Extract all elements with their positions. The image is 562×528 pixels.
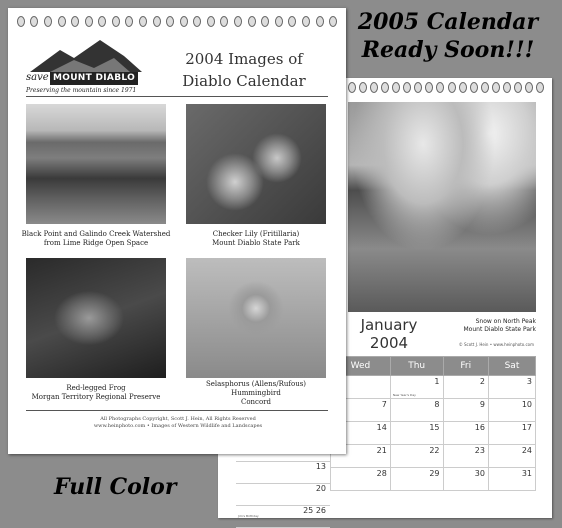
day-cell: 3: [488, 376, 535, 399]
photo-caption-1: [18, 230, 174, 248]
left-date: 13: [236, 462, 330, 484]
week-row: [331, 468, 536, 491]
caption-line: Red-legged Frog: [66, 384, 126, 392]
day-cell: 2: [443, 376, 488, 399]
caption-line: Checker Lily (Fritillaria): [212, 230, 300, 238]
day-cell: 8: [390, 399, 443, 422]
day-cell: 9: [443, 399, 488, 422]
holiday-note: New Year's Day: [392, 393, 416, 397]
weekday-header: Sat: [488, 357, 535, 376]
day-number: 1: [434, 377, 440, 386]
front-spiral-binding: [8, 14, 346, 28]
day-cell: 21: [331, 445, 391, 468]
week-row: [331, 376, 536, 399]
left-date: 20: [236, 484, 330, 506]
caption-line: Hummingbird: [231, 389, 281, 397]
headline-line1: 2005 Calendar: [357, 9, 539, 35]
month-heading: [356, 316, 422, 352]
left-date: 25 26: [236, 506, 330, 528]
photo-caption-2: [178, 230, 334, 248]
caption-line: Concord: [240, 398, 272, 406]
day-cell: 14: [331, 422, 391, 445]
caption-line: Mount Diablo State Park: [212, 239, 300, 247]
day-cell: 10: [488, 399, 535, 422]
save-mount-diablo-logo: [26, 38, 144, 96]
week-row: [331, 445, 536, 468]
weekday-header: Fri: [443, 357, 488, 376]
logo-name-text: MOUNT DIABLO: [50, 72, 138, 85]
day-cell: 23: [443, 445, 488, 468]
copyright-line: All Photographs Copyright, Scott J. Hein, All Rights Reserved: [100, 416, 256, 422]
day-cell: 24: [488, 445, 535, 468]
birthday-note: Jim's Birthday: [238, 514, 259, 518]
red-legged-frog-photo: [26, 258, 166, 378]
mountain-logo-icon: [30, 38, 142, 72]
hummingbird-photo: [186, 258, 326, 378]
day-cell: 17: [488, 422, 535, 445]
weekday-header: Thu: [390, 357, 443, 376]
headline-line2: Ready Soon!!!: [361, 37, 535, 63]
day-cell: 7: [331, 399, 391, 422]
day-cell: 28: [331, 468, 391, 491]
caption-line: Morgan Territory Regional Preserve: [31, 393, 161, 401]
back-caption-line1: Snow on North Peak: [475, 318, 536, 325]
logo-tagline: Preserving the mountain since 1971: [26, 87, 137, 94]
weekday-header-row: [331, 357, 536, 376]
photo-caption-3: [18, 384, 174, 402]
black-point-photo: [26, 104, 166, 224]
caption-line: from Lime Ridge Open Space: [43, 239, 149, 247]
day-cell: 30: [443, 468, 488, 491]
logo-save-text: save: [26, 72, 49, 83]
day-cell: 31: [488, 468, 535, 491]
cover-title-line1: 2004 Images of: [185, 50, 303, 68]
back-photo-caption: [444, 318, 536, 334]
checker-lily-photo: [186, 104, 326, 224]
top-divider: [26, 96, 328, 97]
copyright-notice: [48, 416, 308, 430]
caption-line: Black Point and Galindo Creek Watershed: [21, 230, 171, 238]
cover-title: [154, 48, 334, 92]
week-row: [331, 399, 536, 422]
full-color-label: Full Color: [54, 474, 177, 500]
announcement-headline: [348, 8, 548, 64]
day-cell: 22: [390, 445, 443, 468]
day-cell: 16: [443, 422, 488, 445]
weekday-header: Wed: [331, 357, 391, 376]
day-cell: 15: [390, 422, 443, 445]
month-name: January: [360, 316, 418, 334]
caption-line: Selasphorus (Allens/Rufous): [205, 380, 307, 388]
cover-title-line2: Diablo Calendar: [182, 72, 306, 90]
photo-caption-4: [178, 380, 334, 407]
bottom-divider: [26, 410, 328, 411]
front-calendar-cover: [8, 8, 346, 454]
month-year: 2004: [369, 334, 409, 352]
week-row: [331, 422, 536, 445]
back-caption-line2: Mount Diablo State Park: [463, 326, 536, 333]
day-cell: [390, 376, 443, 399]
calendar-grid: [330, 356, 536, 491]
back-photo-credit: © Scott J. Hein • www.heinphoto.com: [458, 342, 534, 347]
day-cell: 29: [390, 468, 443, 491]
copyright-line: www.heinphoto.com • Images of Western Wildlife and Landscapes: [93, 423, 263, 429]
snow-north-peak-photo: [348, 102, 536, 312]
